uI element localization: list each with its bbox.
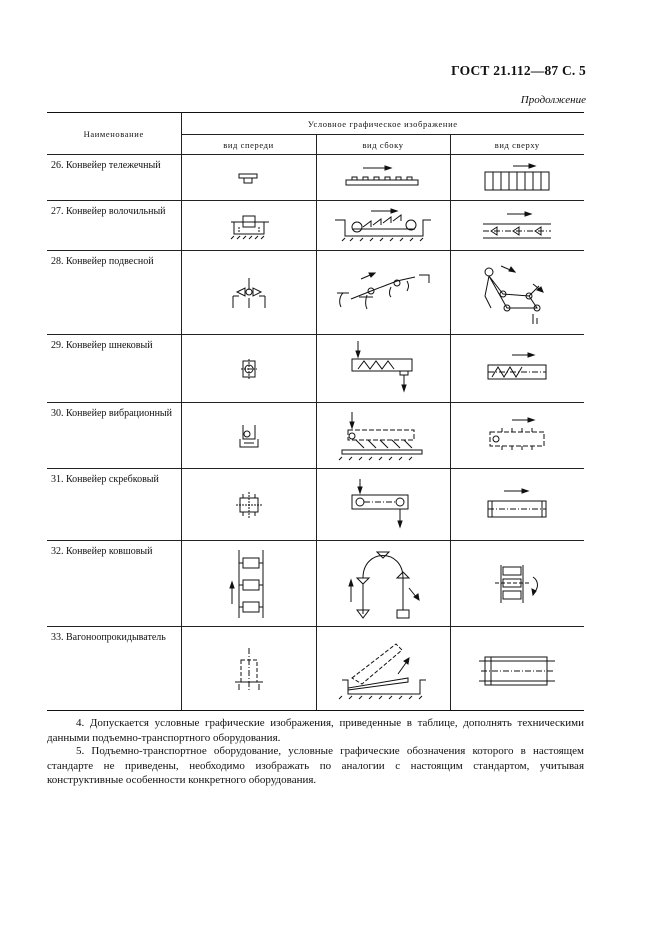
table-row — [47, 251, 584, 335]
column-header-side: вид сбоку — [316, 135, 450, 155]
trolley-conveyor-side-icon — [343, 163, 423, 193]
top-view-cell — [450, 627, 584, 711]
column-header-front: вид спереди — [181, 135, 316, 155]
continuation-label: Продолжение — [520, 94, 586, 106]
top-view-cell — [450, 403, 584, 469]
drag-conveyor-top-icon — [477, 208, 557, 244]
side-view-cell — [316, 251, 450, 335]
scraper-conveyor-side-icon — [348, 477, 418, 533]
top-view-cell — [450, 201, 584, 251]
side-view-cell — [316, 201, 450, 251]
bucket-conveyor-side-icon — [343, 548, 423, 620]
drag-conveyor-front-icon — [229, 211, 269, 241]
column-header-group: Условное графическое изображение — [181, 113, 584, 135]
front-view-cell — [181, 541, 316, 627]
paragraph-4: 4. Допускается условные графические изображения, приведенные в таблице, дополнять техническими данными подъемно-транспортного оборудования. — [47, 717, 584, 744]
front-view-cell — [181, 251, 316, 335]
table-row — [47, 335, 584, 403]
top-view-cell — [450, 469, 584, 541]
top-view-cell — [450, 251, 584, 335]
side-view-cell — [316, 541, 450, 627]
front-view-cell — [181, 469, 316, 541]
row-name: 33. Вагоноопрокидыватель — [47, 627, 181, 711]
front-view-cell — [181, 155, 316, 201]
vibratory-conveyor-side-icon — [338, 410, 428, 462]
car-dumper-front-icon — [229, 644, 269, 694]
row-name: 27. Конвейер волочильный — [47, 201, 181, 251]
top-view-cell — [450, 541, 584, 627]
symbols-table — [47, 112, 584, 711]
side-view-cell — [316, 335, 450, 403]
side-view-cell — [316, 403, 450, 469]
table-row — [47, 403, 584, 469]
table-row — [47, 627, 584, 711]
column-header-name: Наименование — [47, 113, 181, 155]
car-dumper-top-icon — [477, 649, 557, 689]
scraper-conveyor-top-icon — [482, 487, 552, 523]
overhead-conveyor-front-icon — [229, 276, 269, 310]
top-view-cell — [450, 155, 584, 201]
table-row — [47, 201, 584, 251]
top-view-cell — [450, 335, 584, 403]
scraper-conveyor-front-icon — [234, 490, 264, 520]
row-name: 26. Конвейер тележечный — [47, 155, 181, 201]
table-row — [47, 469, 584, 541]
side-view-cell — [316, 155, 450, 201]
table-row — [47, 541, 584, 627]
front-view-cell — [181, 201, 316, 251]
row-name: 30. Конвейер вибрационный — [47, 403, 181, 469]
car-dumper-side-icon — [338, 636, 428, 702]
vibratory-conveyor-top-icon — [482, 416, 552, 456]
screw-conveyor-front-icon — [237, 357, 261, 381]
vibratory-conveyor-front-icon — [234, 421, 264, 451]
paragraph-5: 5. Подъемно-транспортное оборудование, условные графические обозначения которого в настоящем стандарте не приведены, необходимо изображать по аналогии с настоящим стандартом, учитывая конструктивные особенности конкретного оборудования. — [47, 745, 584, 786]
row-name: 31. Конвейер скребковый — [47, 469, 181, 541]
drag-conveyor-side-icon — [333, 207, 433, 245]
front-view-cell — [181, 335, 316, 403]
side-view-cell — [316, 469, 450, 541]
side-view-cell — [316, 627, 450, 711]
overhead-conveyor-top-icon — [477, 260, 557, 326]
row-name: 29. Конвейер шнековый — [47, 335, 181, 403]
row-name: 28. Конвейер подвесной — [47, 251, 181, 335]
trolley-conveyor-top-icon — [477, 163, 557, 193]
column-header-top: вид сверху — [450, 135, 584, 155]
row-name: 32. Конвейер ковшовый — [47, 541, 181, 627]
screw-conveyor-top-icon — [482, 351, 552, 387]
overhead-conveyor-side-icon — [333, 269, 433, 317]
trolley-conveyor-front-icon — [234, 168, 264, 188]
table-row — [47, 155, 584, 201]
bucket-conveyor-front-icon — [229, 548, 269, 620]
screw-conveyor-side-icon — [348, 339, 418, 399]
front-view-cell — [181, 627, 316, 711]
page-header: ГОСТ 21.112—87 С. 5 — [451, 63, 586, 78]
bucket-conveyor-top-icon — [487, 559, 547, 609]
front-view-cell — [181, 403, 316, 469]
